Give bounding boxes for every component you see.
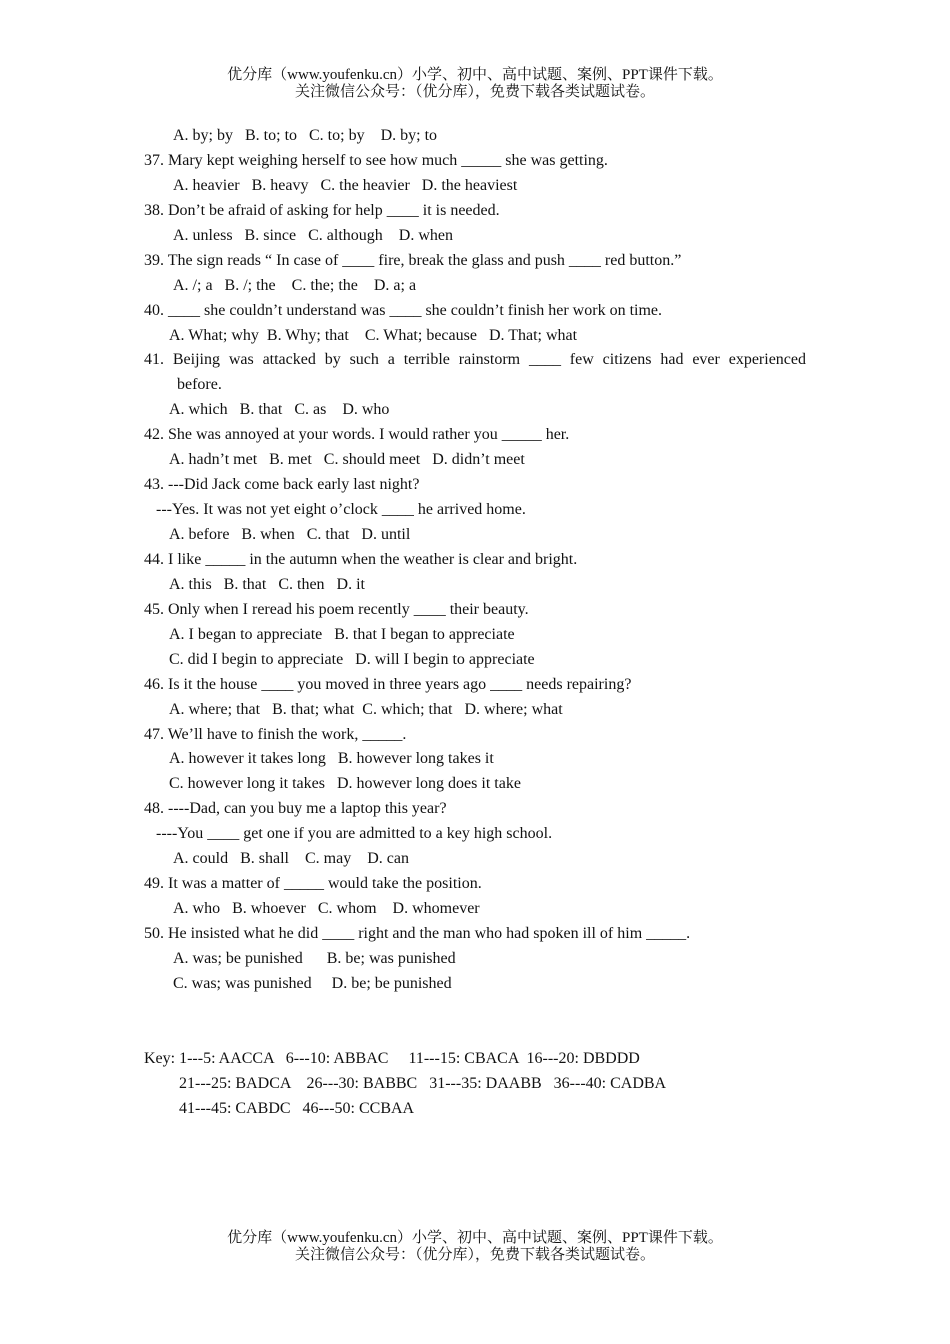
q47-question: 47. We’ll have to finish the work, _____. (144, 725, 407, 743)
q39-question: 39. The sign reads “ In case of ____ fire, break the glass and push ____ red button.” (144, 251, 682, 269)
q37-options: A. heavier B. heavy C. the heavier D. the heaviest (173, 176, 518, 194)
q42-options: A. hadn’t met B. met C. should meet D. didn’t meet (169, 451, 525, 469)
q43-options: A. before B. when C. that D. until (169, 526, 411, 543)
q36-options: A. by; by B. to; to C. to; by D. by; to (173, 127, 438, 144)
q45-question: 45. Only when I reread his poem recently ____ their beauty. (144, 600, 529, 618)
exam-content (144, 124, 806, 1122)
q50-question: 50. He insisted what he did ____ right and the man who had spoken ill of him _____. (144, 925, 691, 942)
answer-key-line-3: 41---45: CABDC 46---50: CCBAA (179, 1099, 415, 1117)
page-footer (0, 1230, 950, 1264)
q47-options-cd: C. however long it takes D. however long does it take (169, 775, 521, 793)
q41-question: 41. Beijing was attacked by such a terrible rainstorm ____ few citizens had ever experienced (144, 351, 806, 369)
q50-options-ab: A. was; be punished B. be; was punished (173, 949, 456, 967)
q48-question: 48. ----Dad, can you buy me a laptop this year? (144, 800, 447, 818)
q45-options-ab: A. I began to appreciate B. that I began to appreciate (169, 625, 515, 643)
answer-key-line-1: Key: 1---5: AACCA 6---10: ABBAC 11---15: CBACA 16---20: DBDDD (144, 1049, 640, 1067)
q40-options: A. What; why B. Why; that C. What; because D. That; what (169, 326, 578, 344)
q41-question-cont: before. (177, 376, 222, 394)
q48-options: A. could B. shall C. may D. can (173, 850, 409, 868)
q41-options: A. which B. that C. as D. who (169, 401, 390, 419)
page-header (0, 67, 950, 101)
q43-question: 43. ---Did Jack come back early last night? (144, 476, 420, 494)
q46-question: 46. Is it the house ____ you moved in three years ago ____ needs repairing? (144, 675, 632, 693)
q40-question: 40. ____ she couldn’t understand was ____ she couldn’t finish her work on time. (144, 301, 662, 319)
q50-options-cd: C. was; was punished D. be; be punished (173, 974, 452, 992)
section-spacer (144, 997, 806, 1047)
answer-key-line-2: 21---25: BADCA 26---30: BABBC 31---35: DAABB 36---40: CADBA (179, 1074, 667, 1092)
q47-options-ab: A. however it takes long B. however long takes it (169, 750, 494, 768)
q44-question: 44. I like _____ in the autumn when the weather is clear and bright. (144, 550, 578, 568)
q48-response: ----You ____ get one if you are admitted to a key high school. (156, 825, 553, 843)
q44-options: A. this B. that C. then D. it (169, 575, 365, 593)
q38-options: A. unless B. since C. although D. when (173, 226, 453, 244)
q39-options: A. /; a B. /; the C. the; the D. a; a (173, 276, 417, 294)
header-wechat-line: 关注微信公众号：（优分库），免费下载各类试题试卷。 (294, 84, 655, 100)
q49-question: 49. It was a matter of _____ would take the position. (144, 875, 482, 893)
q49-options: A. who B. whoever C. whom D. whomever (173, 900, 480, 918)
q46-options: A. where; that B. that; what C. which; that D. where; what (169, 700, 563, 718)
footer-wechat-line: 关注微信公众号：（优分库），免费下载各类试题试卷。 (294, 1247, 655, 1263)
q43-response: ---Yes. It was not yet eight o’clock ____ he arrived home. (156, 501, 526, 519)
q42-question: 42. She was annoyed at your words. I would rather you _____ her. (144, 426, 570, 444)
q37-question: 37. Mary kept weighing herself to see how much _____ she was getting. (144, 151, 608, 169)
footer-site-line: 优分库（www.youfenku.cn）小学、初中、高中试题、案例、PPT课件下载。 (227, 1230, 723, 1246)
q45-options-cd: C. did I begin to appreciate D. will I begin to appreciate (169, 650, 535, 668)
q38-question: 38. Don’t be afraid of asking for help ____ it is needed. (144, 201, 500, 219)
header-site-line: 优分库（www.youfenku.cn）小学、初中、高中试题、案例、PPT课件下载。 (227, 67, 723, 83)
